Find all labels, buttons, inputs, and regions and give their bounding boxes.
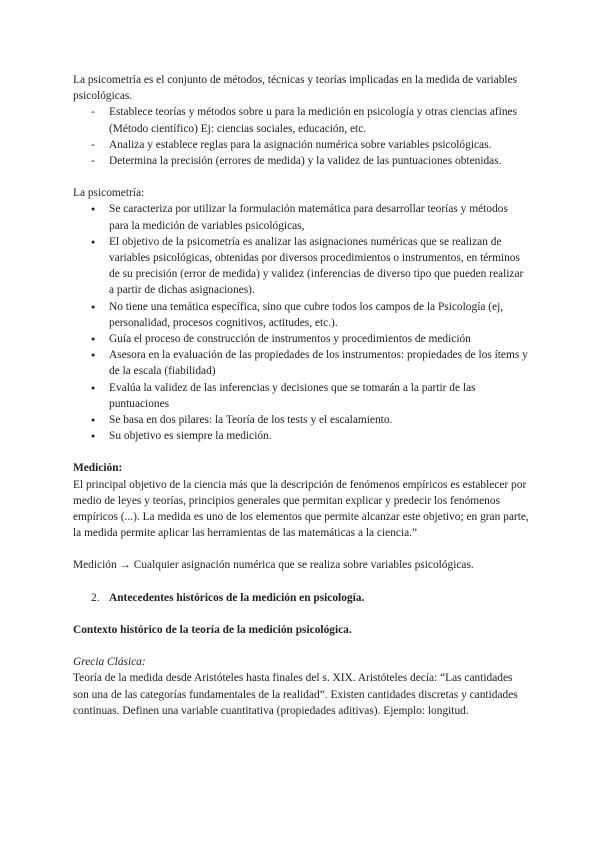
list-item: ● El objetivo de la psicometría es analizar las asignaciones numéricas que se realizan de variables psicológicas, obtenidas por diversos procedimientos o instrumentos, en términos de su precisión (error de medida) y validez (inferencias de diverso tipo que pueden realizar a partir de dichas asignaciones). xyxy=(73,234,529,299)
spacer xyxy=(73,169,529,185)
medicion-heading: Medición: xyxy=(73,462,123,475)
list-item: - Determina la precisión (errores de medida) y la validez de las puntuaciones obtenidas. xyxy=(73,153,529,169)
list-item: ● Evalúa la validez de las inferencias y decisiones que se tomarán a la partir de las puntuaciones xyxy=(73,380,529,412)
intro-dash-list xyxy=(73,104,529,169)
section-title: Antecedentes históricos de la medición en psicología. xyxy=(109,591,365,604)
grecia-label: Grecia Clásica: xyxy=(73,656,146,669)
spacer xyxy=(73,606,529,622)
medicion-definition: Medición → Cualquier asignación numérica que se realiza sobre variables psicológicas. xyxy=(73,559,474,572)
contexto-heading: Contexto histórico de la teoría de la medición psicológica. xyxy=(73,623,352,636)
list-item: ● No tiene una temática específica, sino que cubre todos los campos de la Psicología (ej, personalidad, procesos cognitivos, actitudes, etc.). xyxy=(73,299,529,331)
spacer xyxy=(73,574,529,590)
list-item: ● Asesora en la evaluación de las propiedades de los instrumentos: propiedades de los ítems y de la escala (fiabilidad) xyxy=(73,347,529,379)
intro-paragraph: La psicometría es el conjunto de métodos, técnicas y teorías implicadas en la medida de variables psicológicas. xyxy=(73,74,518,103)
spacer xyxy=(73,541,529,557)
psicometria-label: La psicometría: xyxy=(73,187,145,200)
grecia-paragraph: Teoría de la medida desde Aristóteles hasta finales del s. XIX. Aristóteles decía: “Las cantidades son una de las categorías fundamentales de la realidad”. Existen cantidades discretas y cantidades continuas. Definen una variable cuantitativa (propiedades aditivas). Ejemplo: longitud. xyxy=(73,672,518,717)
psicometria-bullet-list xyxy=(73,201,529,444)
list-item: - Analiza y establece reglas para la asignación numérica sobre variables psicológicas. xyxy=(73,137,529,153)
list-item: - Establece teorías y métodos sobre u para la medición en psicología y otras ciencias afines (Método científico) Ej: ciencias sociales, educación, etc. xyxy=(73,104,529,136)
list-item: ● Se caracteriza por utilizar la formulación matemática para desarrollar teorías y métodos para la medición de variables psicológicas, xyxy=(73,201,529,233)
spacer xyxy=(73,638,529,654)
section-number: 2. xyxy=(91,591,100,604)
list-item: ● Se basa en dos pilares: la Teoría de los tests y el escalamiento. xyxy=(73,412,529,428)
list-item: ● Su objetivo es siempre la medición. xyxy=(73,428,529,444)
section-2-heading xyxy=(73,590,529,606)
list-item: ● Guía el proceso de construcción de instrumentos y procedimientos de medición xyxy=(73,331,529,347)
spacer xyxy=(73,444,529,460)
medicion-paragraph: El principal objetivo de la ciencia más que la descripción de fenómenos empíricos es establecer por medio de leyes y teorías, principios generales que permitan explicar y predecir los fenómenos empíricos (...). La medida es uno de los elementos que permite alcanzar este objetivo; en gran parte, la medida permite aplicar las herramientas de las matemáticas a la ciencia.” xyxy=(73,478,529,540)
document-body xyxy=(73,72,529,719)
section-numbered-list xyxy=(73,590,529,606)
